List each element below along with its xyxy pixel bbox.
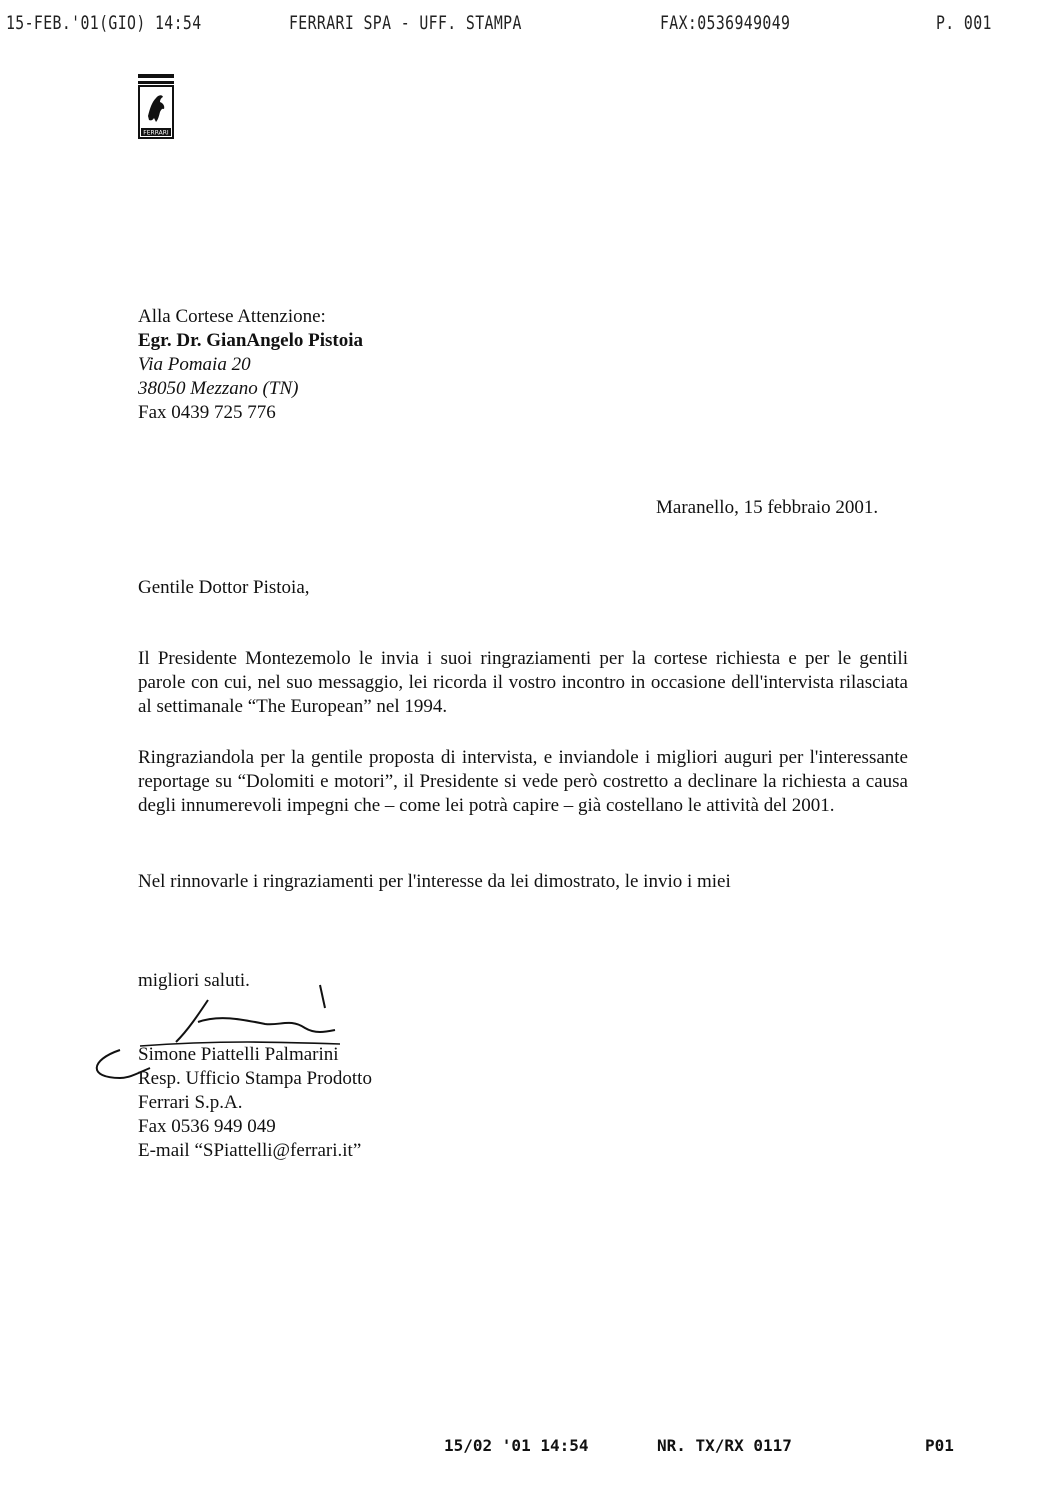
recipient-name: Egr. Dr. GianAngelo Pistoia (138, 330, 364, 351)
ferrari-prancing-horse-logo-icon (138, 74, 174, 140)
body-paragraph-3: Nel rinnovarle i ringraziamenti per l'interesse da lei dimostrato, le invio i miei (138, 871, 731, 892)
recipient-fax: Fax 0439 725 776 (138, 402, 276, 423)
recipient-street: Via Pomaia 20 (138, 354, 251, 375)
fax-header-sender: FERRARI SPA - UFF. STAMPA (289, 12, 522, 34)
salutation: Gentile Dottor Pistoia, (138, 577, 310, 598)
signer-name: Simone Piattelli Palmarini (138, 1044, 339, 1065)
fax-header (0, 8, 1057, 38)
signer-fax: Fax 0536 949 049 (138, 1116, 276, 1137)
date-line: Maranello, 15 febbraio 2001. (656, 497, 879, 518)
logo-text: FERRARI (143, 129, 169, 137)
fax-footer-txrx: NR. TX/RX 0117 (657, 1436, 792, 1455)
signer-email: E-mail “SPiattelli@ferrari.it” (138, 1140, 362, 1161)
body-paragraph-2: Ringraziandola per la gentile proposta di intervista, e inviandole i migliori auguri per l'interessante reportage su “Dolomiti e motori”, il Presidente si vede però costretto a declinare la richiesta a causa degli innumerevoli impegni che – come lei potrà capire – già costellano le attività del 2001. (138, 747, 908, 816)
signer-block (138, 1043, 372, 1163)
fax-header-number: FAX:0536949049 (660, 12, 791, 34)
signer-role: Resp. Ufficio Stampa Prodotto (138, 1068, 372, 1089)
fax-header-page: P. 001 (936, 12, 992, 34)
attention-line: Alla Cortese Attenzione: (138, 306, 326, 327)
signer-company: Ferrari S.p.A. (138, 1092, 243, 1113)
fax-header-datetime: 15-FEB.'01(GIO) 14:54 (6, 12, 202, 34)
recipient-city: 38050 Mezzano (TN) (138, 378, 299, 399)
fax-footer-datetime: 15/02 '01 14:54 (444, 1436, 589, 1455)
fax-footer-page: P01 (925, 1436, 954, 1455)
closing: migliori saluti. (138, 970, 250, 991)
body-paragraph-1: Il Presidente Montezemolo le invia i suoi ringraziamenti per la cortese richiesta e per le gentili parole con cui, nel suo messaggio, lei ricorda il vostro incontro in occasione dell'intervista rilasciata al settimanale “The European” nel 1994. (138, 648, 908, 717)
recipient-address (138, 305, 363, 425)
